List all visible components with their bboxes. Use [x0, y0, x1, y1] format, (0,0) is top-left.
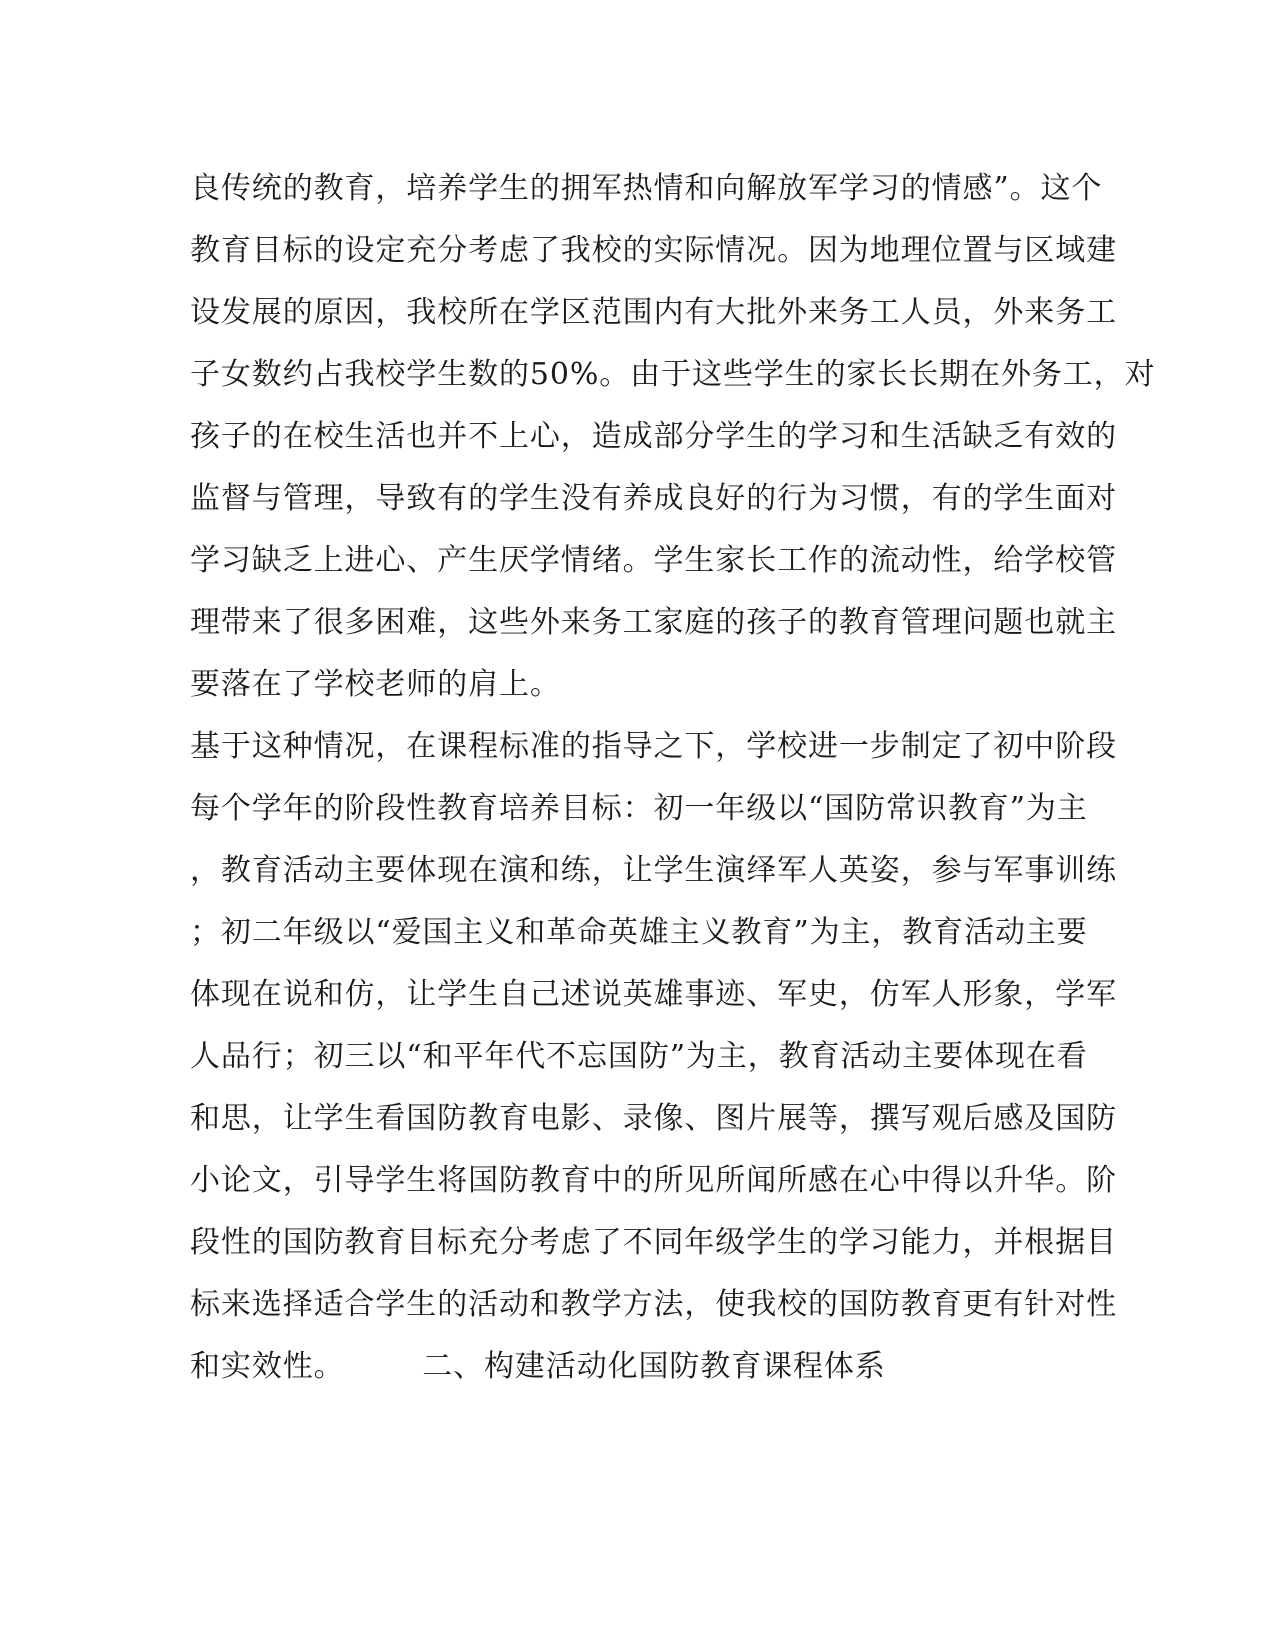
text-line: 和思，让学生看国防教育电影、录像、图片展等，撰写观后感及国防: [190, 1101, 1117, 1136]
text-line: 要落在了学校老师的肩上。: [190, 667, 561, 702]
text-line: 人品行；初三以“和平年代不忘国防”为主，教育活动主要体现在看: [190, 1039, 1088, 1074]
text-line: 良传统的教育，培养学生的拥军热情和向解放军学习的情感”。这个: [190, 171, 1103, 206]
text-line: 小论文，引导学生将国防教育中的所见所闻所感在心中得以升华。阶: [190, 1163, 1117, 1198]
text-line: 体现在说和仿，让学生自己述说英雄事迹、军史，仿军人形象，学军: [190, 977, 1117, 1012]
text-line: 孩子的在校生活也并不上心，造成部分学生的学习和生活缺乏有效的: [190, 419, 1117, 454]
text-line: 教育目标的设定充分考虑了我校的实际情况。因为地理位置与区域建: [190, 233, 1117, 268]
text-line: 学习缺乏上进心、产生厌学情绪。学生家长工作的流动性，给学校管: [190, 543, 1117, 578]
text-line: 段性的国防教育目标充分考虑了不同年级学生的学习能力，并根据目: [190, 1225, 1117, 1260]
text-line: 子女数约占我校学生数的50%。由于这些学生的家长长期在外务工，对: [190, 357, 1156, 392]
text-line: 标来选择适合学生的活动和教学方法，使我校的国防教育更有针对性: [190, 1287, 1117, 1322]
text-line: ；初二年级以“爱国主义和革命英雄主义教育”为主，教育活动主要: [190, 915, 1088, 950]
text-line: 和实效性。 二、构建活动化国防教育课程体系: [190, 1349, 886, 1384]
text-line: 基于这种情况，在课程标准的指导之下，学校进一步制定了初中阶段: [190, 729, 1117, 764]
text-line: 监督与管理，导致有的学生没有养成良好的行为习惯，有的学生面对: [190, 481, 1117, 516]
text-line: 理带来了很多困难，这些外来务工家庭的孩子的教育管理问题也就主: [190, 605, 1117, 640]
text-line: ，教育活动主要体现在演和练，让学生演绎军人英姿，参与军事训练: [190, 853, 1117, 888]
body-text: [190, 158, 1156, 1398]
text-line: 设发展的原因，我校所在学区范围内有大批外来务工人员，外来务工: [190, 295, 1117, 330]
text-line: 每个学年的阶段性教育培养目标：初一年级以“国防常识教育”为主: [190, 791, 1088, 826]
